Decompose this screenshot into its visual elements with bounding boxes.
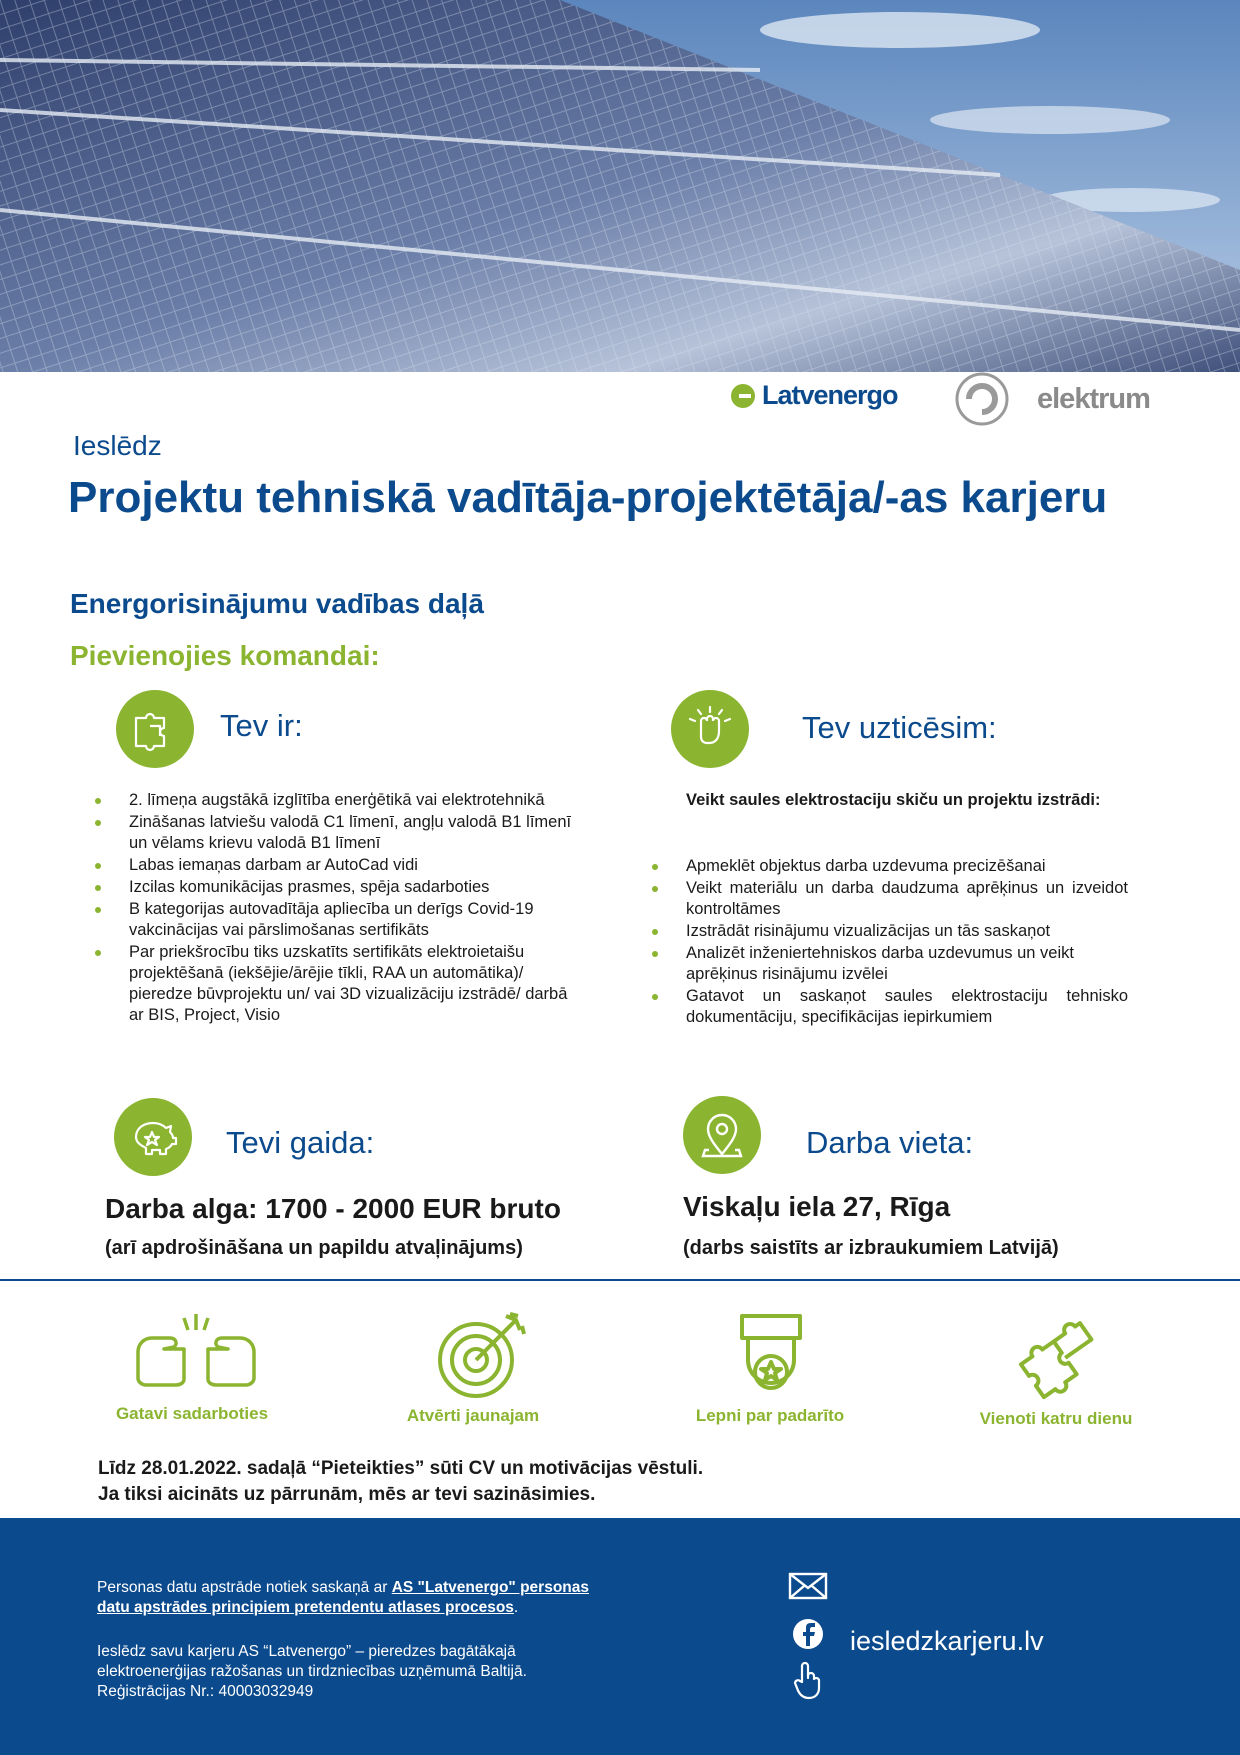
- list-item: Gatavot un saskaņot saules elektrostaciju tehnisko dokumentāciju, specifikācijas iepirkumiem: [649, 986, 1128, 1028]
- list-item: Izstrādāt risinājumu vizualizācijas un tās saskaņot: [649, 921, 1128, 942]
- list-item: Par priekšrocību tiks uzskatīts sertifikāts elektroietaišu projektēšanā (iekšējie/ārējie tīkli, RAA un automātika)/ pieredze būvprojektu un/ vai 3D vizualizāciju izstrādē/ darbā ar BIS, Project, Visio: [92, 942, 574, 1026]
- deadline-line-2: Ja tiksi aicināts uz pārrunām, mēs ar tevi sazināsimies.: [98, 1484, 596, 1505]
- privacy-notice: [97, 1578, 617, 1618]
- registration-number: Reģistrācijas Nr.: 40003032949: [97, 1683, 314, 1700]
- kicker-text: Ieslēdz: [73, 430, 162, 461]
- elektrum-logo-icon: [955, 372, 1009, 426]
- list-item: B kategorijas autovadītāja apliecība un derīgs Covid-19 vakcinācijas vai pārslimošanas sertifikāts: [92, 899, 574, 941]
- raised-fist-icon: [671, 690, 749, 768]
- application-deadline: [98, 1456, 703, 1508]
- latvenergo-logo: [730, 380, 898, 411]
- fist-bump-icon: [132, 1310, 260, 1392]
- page-subtitle: Energorisinājumu vadības daļā: [70, 588, 484, 619]
- location-pin-icon: [683, 1096, 761, 1174]
- hero-solar-panels-image: [0, 0, 1240, 372]
- list-item: 2. līmeņa augstākā izglītība enerģētikā vai elektrotehnikā: [92, 790, 574, 811]
- join-team-heading: Pievienojies komandai:: [70, 640, 380, 671]
- list-item: Izcilas komunikācijas prasmes, spēja sadarboties: [92, 877, 574, 898]
- list-item: Labas iemaņas darbam ar AutoCad vidi: [92, 855, 574, 876]
- tev-ir-list: [92, 790, 574, 1027]
- tev-ir-heading: Tev ir:: [220, 708, 303, 743]
- value-label: Gatavi sadarboties: [115, 1404, 269, 1423]
- puzzle-icon: [1010, 1312, 1106, 1404]
- address-note: (darbs saistīts ar izbraukumiem Latvijā): [683, 1237, 1059, 1259]
- latvenergo-logo-icon: [730, 383, 756, 409]
- privacy-suffix: .: [513, 1599, 519, 1616]
- deadline-line-1: Līdz 28.01.2022. sadaļā “Pieteikties” sūti CV un motivācijas vēstuli.: [98, 1458, 704, 1479]
- tevi-gaida-heading: Tevi gaida:: [226, 1125, 375, 1160]
- email-icon[interactable]: [788, 1572, 828, 1600]
- company-about: Ieslēdz savu karjeru AS “Latvenergo” – pieredzes bagātākajā elektroenerģijas ražošanas un tirdzniecības uzņēmumā Baltijā.: [97, 1643, 527, 1680]
- address-text: Viskaļu iela 27, Rīga: [683, 1191, 951, 1222]
- website-link[interactable]: iesledzkarjeru.lv: [850, 1626, 1044, 1656]
- value-label: Vienoti katru dienu: [979, 1409, 1133, 1428]
- tev-uzticesim-intro: Veikt saules elektrostaciju skiču un projektu izstrādi:: [686, 791, 1101, 809]
- list-item: Apmeklēt objektus darba uzdevuma precizēšanai: [649, 856, 1128, 877]
- facebook-icon[interactable]: [792, 1618, 824, 1650]
- footer: [0, 1518, 1240, 1755]
- target-icon: [436, 1308, 530, 1400]
- privacy-prefix: Personas datu apstrāde notiek saskaņā ar: [97, 1579, 392, 1596]
- tev-uzticesim-list: [649, 856, 1128, 1029]
- elektrum-logo-text: elektrum: [1037, 382, 1150, 415]
- piggy-bank-icon: [114, 1098, 192, 1176]
- medal-icon: [738, 1312, 804, 1400]
- pointer-hand-icon[interactable]: [792, 1660, 822, 1700]
- privacy-policy-link[interactable]: AS "Latvenergo" personas datu apstrādes principiem pretendentu atlases procesos: [97, 1579, 589, 1616]
- divider-line: [0, 1279, 1240, 1281]
- latvenergo-logo-text: Latvenergo: [762, 380, 898, 410]
- puzzle-icon: [116, 690, 194, 768]
- value-label: Atvērti jaunajam: [406, 1406, 540, 1425]
- list-item: Analizēt inženiertehniskos darba uzdevumus un veikt aprēķinus risinājumu izvēlei: [649, 943, 1128, 985]
- list-item: Veikt materiālu un darba daudzuma aprēķinus un izveidot kontroltāmes: [649, 878, 1128, 920]
- salary-note: (arī apdrošināšana un papildu atvaļinājums): [105, 1237, 523, 1259]
- darba-vieta-heading: Darba vieta:: [806, 1125, 974, 1160]
- tev-uzticesim-heading: Tev uzticēsim:: [802, 710, 997, 745]
- page-title: Projektu tehniskā vadītāja-projektētāja/-as karjeru: [68, 473, 1108, 522]
- list-item: Zināšanas latviešu valodā C1 līmenī, angļu valodā B1 līmenī un vēlams krievu valodā B1 līmenī: [92, 812, 574, 854]
- value-label: Lepni par padarīto: [695, 1406, 845, 1425]
- salary-text: Darba alga: 1700 - 2000 EUR bruto: [105, 1193, 561, 1224]
- elektrum-logo: [955, 372, 1150, 426]
